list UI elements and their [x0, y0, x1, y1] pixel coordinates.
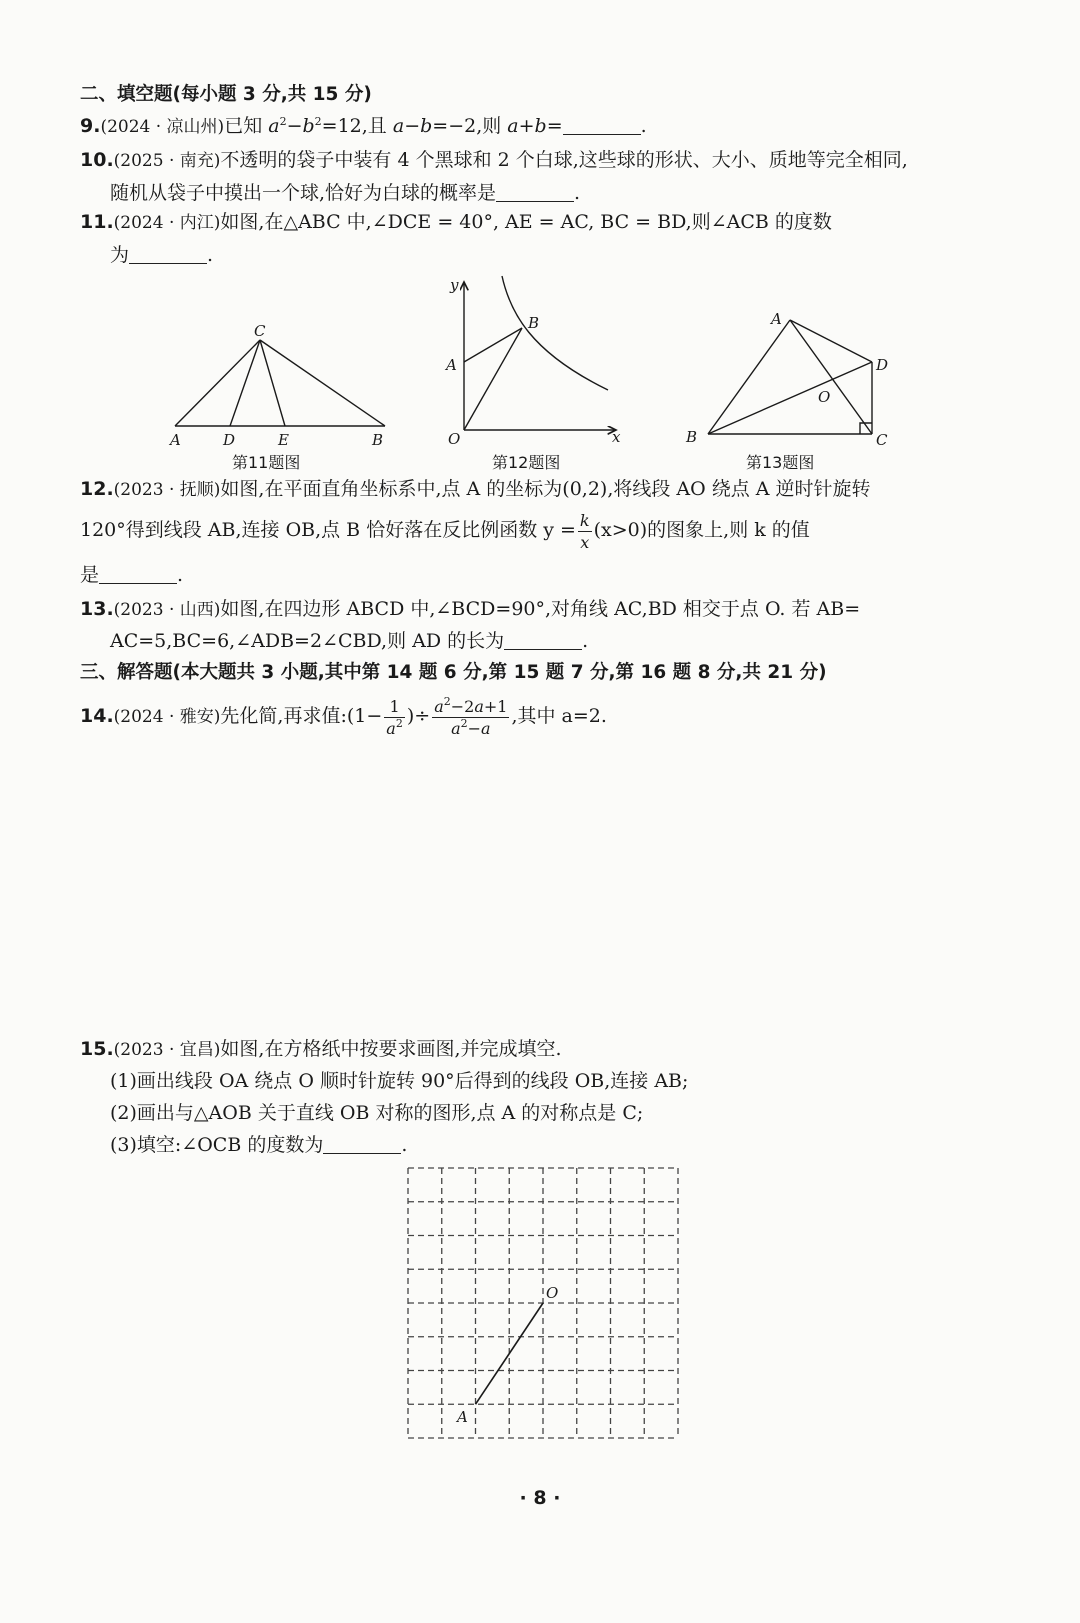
page-number: · 8 ·: [519, 1487, 561, 1509]
answer-blank[interactable]: [323, 1133, 401, 1154]
question-number: 15.: [80, 1038, 114, 1060]
answer-blank[interactable]: [504, 629, 582, 650]
question-number: 11.: [80, 211, 114, 233]
label-A: A: [771, 310, 782, 328]
figure-12-coordinate-plane: [440, 272, 630, 452]
question-number: 12.: [80, 478, 114, 500]
answer-blank[interactable]: [563, 114, 641, 135]
grid-paper-figure: [400, 1160, 690, 1446]
label-O: O: [546, 1284, 559, 1302]
figure-11-triangle: [160, 322, 400, 454]
label-A: A: [446, 356, 457, 374]
figure-13-caption: 第13题图: [746, 453, 815, 472]
figure-12-caption: 第12题图: [492, 453, 561, 472]
question-source: (2025 · 南充): [113, 151, 221, 171]
question-source: (2024 · 内江): [113, 213, 221, 233]
question-12-end: 是 .: [80, 564, 184, 586]
question-15: 15.(2023 · 宜昌)如图,在方格纸中按要求画图,并完成填空.: [80, 1038, 562, 1060]
label-A: A: [457, 1408, 468, 1426]
label-x: x: [612, 428, 621, 446]
question-10-cont: 随机从袋子中摸出一个球,恰好为白球的概率是 .: [110, 182, 581, 204]
label-O: O: [818, 388, 831, 406]
question-15-step-1: (1)画出线段 OA 绕点 O 顺时针旋转 90°后得到的线段 OB,连接 AB;: [110, 1070, 689, 1092]
question-15-step-2: (2)画出与△AOB 关于直线 OB 对称的图形,点 A 的对称点是 C;: [110, 1102, 644, 1124]
label-O: O: [448, 430, 461, 448]
label-D: D: [876, 356, 889, 374]
label-A: A: [170, 431, 181, 449]
question-12: 12.(2023 · 抚顺)如图,在平面直角坐标系中,点 A 的坐标为(0,2),将线段 AO 绕点 A 逆时针旋转: [80, 478, 871, 500]
label-D: D: [223, 431, 236, 449]
question-source: (2023 · 宜昌): [113, 1040, 221, 1060]
question-9: 9.(2024 · 凉山州)已知 $a^2-b^2=12$,且 a−b=−2,则 a+b= .: [80, 115, 647, 137]
question-source: (2024 · 凉山州): [100, 117, 225, 137]
answer-blank[interactable]: [129, 243, 207, 264]
question-source: (2023 · 山西): [113, 600, 221, 620]
label-B: B: [528, 314, 540, 332]
label-B: B: [686, 428, 698, 446]
question-number: 9.: [80, 115, 101, 137]
figure-13-quadrilateral: [680, 304, 900, 454]
question-12-cont: 120°得到线段 AB,连接 OB,点 B 恰好落在反比例函数 y = $\frac{k}{x}$ (x>0)的图象上,则 k 的值: [80, 510, 810, 552]
question-number: 14.: [80, 705, 114, 727]
question-number: 13.: [80, 598, 114, 620]
figure-11-caption: 第11题图: [232, 453, 301, 472]
question-14: 14.(2024 · 雅安)先化简,再求值:(1− $\frac{1}{a^2}$ )÷ $\frac{a^2-2a+1}{a^2-a}$ ,其中 a=2.: [80, 694, 607, 738]
label-C: C: [876, 431, 888, 449]
label-y: y: [450, 276, 459, 294]
question-source: (2024 · 雅安): [113, 707, 221, 727]
question-11: 11.(2024 · 内江)如图,在△ABC 中,∠DCE = 40°, AE = AC, BC = BD,则∠ACB 的度数: [80, 211, 832, 233]
section-title-fill-in: 二、填空题(每小题 3 分,共 15 分): [80, 84, 372, 105]
question-10: 10.(2025 · 南充)不透明的袋子中装有 4 个黑球和 2 个白球,这些球的形状、大小、质地等完全相同,: [80, 149, 908, 171]
question-15-step-3: (3)填空:∠OCB 的度数为 .: [110, 1134, 408, 1156]
answer-blank[interactable]: [496, 181, 574, 202]
fraction-k-over-x: $\frac{k}{x}$: [579, 510, 590, 552]
answer-blank[interactable]: [99, 563, 177, 584]
question-11-cont: 为 .: [110, 244, 214, 266]
section-title-solve: 三、解答题(本大题共 3 小题,其中第 14 题 6 分,第 15 题 7 分,第 16 题 8 分,共 21 分): [80, 662, 827, 683]
label-C: C: [254, 322, 266, 340]
question-source: (2023 · 抚顺): [113, 480, 221, 500]
label-B: B: [372, 431, 384, 449]
question-13: 13.(2023 · 山西)如图,在四边形 ABCD 中,∠BCD=90°,对角线 AC,BD 相交于点 O. 若 AB=: [80, 598, 861, 620]
question-13-cont: AC=5,BC=6,∠ADB=2∠CBD,则 AD 的长为 .: [110, 630, 589, 652]
question-number: 10.: [80, 149, 114, 171]
label-E: E: [278, 431, 289, 449]
math-expression: (1− $\frac{1}{a^2}$ )÷ $\frac{a^2-2a+1}{a^2-a}$: [346, 694, 508, 738]
